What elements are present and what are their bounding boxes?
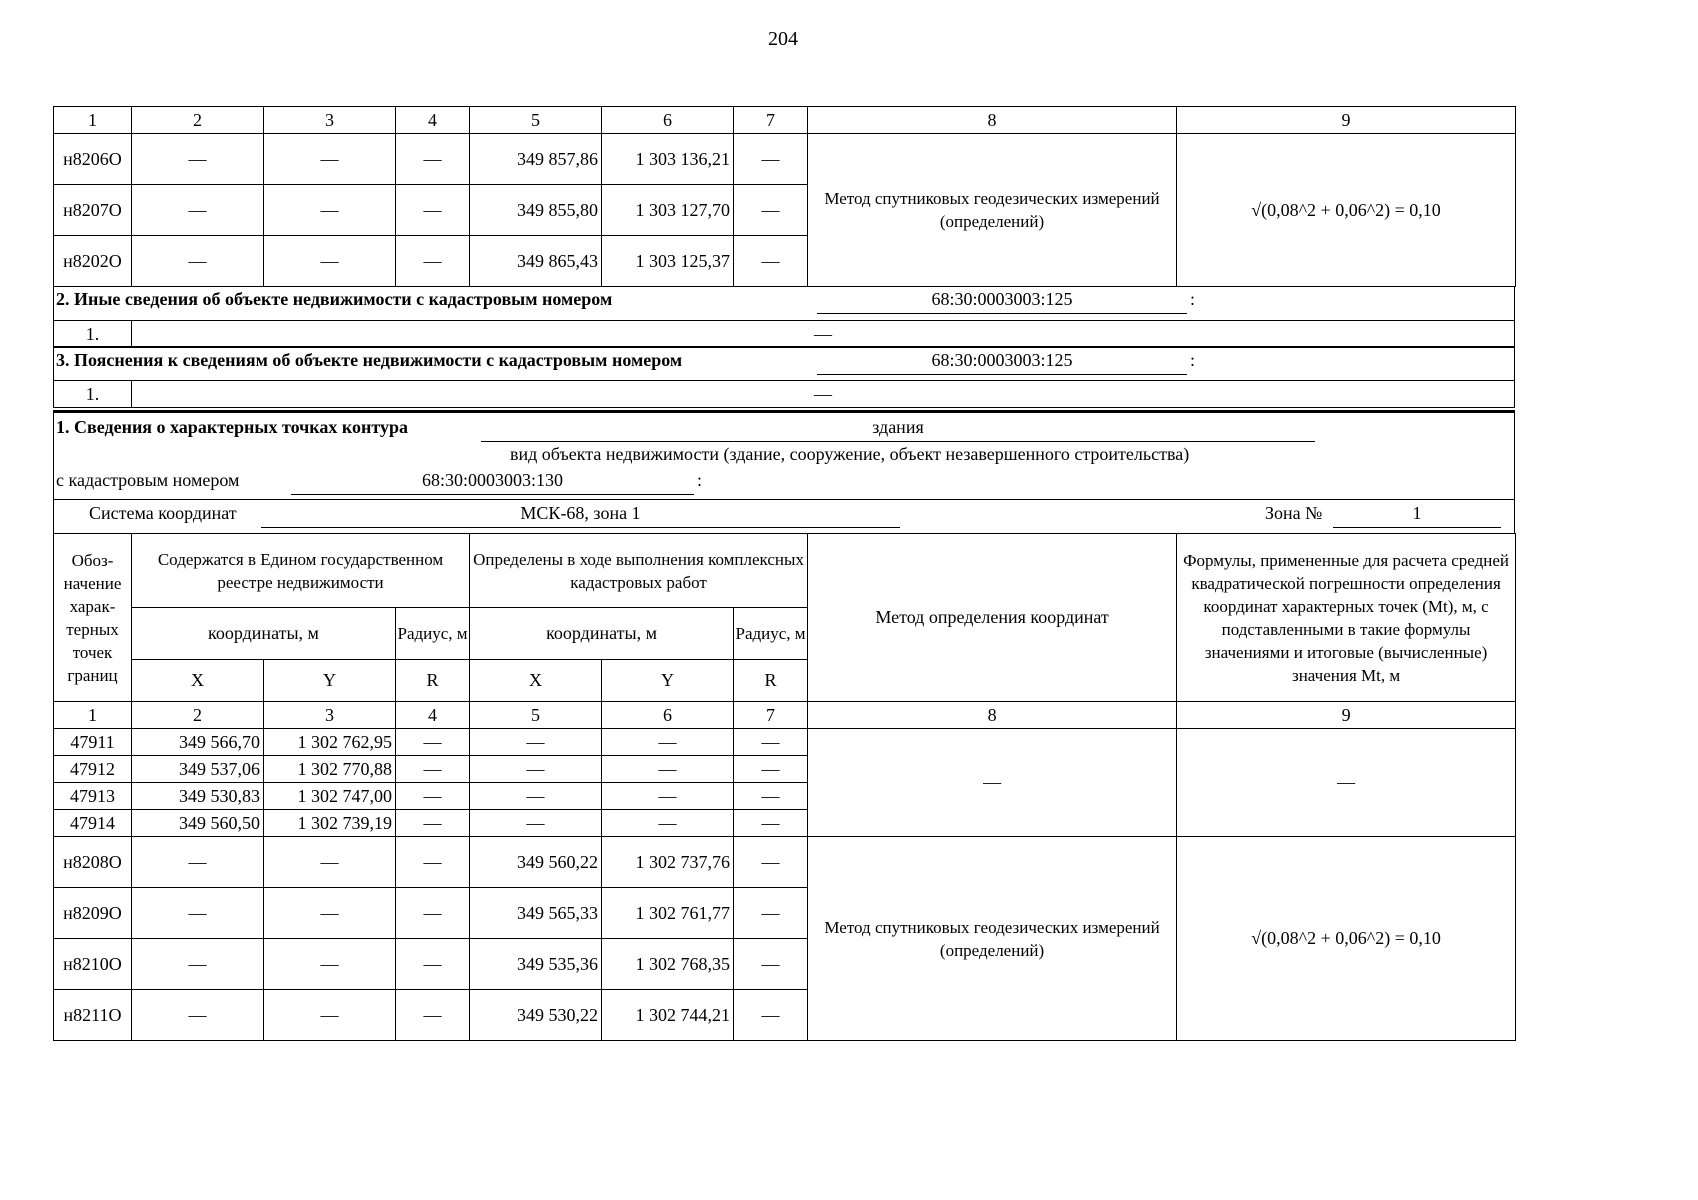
egrn-x: 349 560,50 [132, 810, 264, 837]
coordinate-system-value: МСК-68, зона 1 [261, 503, 900, 528]
point-id: 47912 [54, 756, 132, 783]
column-number: 4 [396, 702, 470, 729]
column-number-row [54, 702, 1516, 729]
egrn-radius: — [396, 236, 470, 287]
kkr-radius: — [734, 888, 808, 939]
kkr-y: — [602, 729, 734, 756]
egrn-coords-header: координаты, м [132, 608, 396, 660]
egrn-group-header: Содержатся в Едином государственном реестре недвижимости [132, 534, 470, 608]
formulas-header: Формулы, примененные для расчета средней квадратической погрешности определения координат характерных точек (Mt), м, с подставленными в такие формулы значениями и итоговые (вычисленные) значения Mt, м [1177, 534, 1516, 702]
section-2-header [53, 286, 1515, 321]
column-number: 8 [808, 107, 1177, 134]
point-id: н8210О [54, 939, 132, 990]
kkr-x: 349 565,33 [470, 888, 602, 939]
column-number: 5 [470, 107, 602, 134]
egrn-y: — [264, 185, 396, 236]
kkr-radius-header: Радиус, м [734, 608, 808, 660]
kkr-x: — [470, 729, 602, 756]
kkr-y: 1 302 768,35 [602, 939, 734, 990]
kkr-coords-header: координаты, м [470, 608, 734, 660]
egrn-radius: — [396, 729, 470, 756]
zone-label: Зона № [1265, 503, 1323, 523]
points-table [53, 533, 1516, 1041]
kkr-x: — [470, 810, 602, 837]
point-designation-header: Обоз-начение харак-терных точек границ [54, 534, 132, 702]
egrn-y: — [264, 939, 396, 990]
kkr-y: — [602, 756, 734, 783]
section-3-title: 3. Пояснения к сведениям об объекте недвижимости с кадастровым номером [56, 350, 683, 370]
column-number-row [54, 107, 1516, 134]
row-value: — [132, 381, 1515, 408]
point-id: н8208О [54, 837, 132, 888]
column-number: 6 [602, 702, 734, 729]
method-header: Метод определения координат [808, 534, 1177, 702]
kkr-y: 1 302 761,77 [602, 888, 734, 939]
column-number: 8 [808, 702, 1177, 729]
kkr-x-header: X [470, 660, 602, 702]
egrn-x: 349 566,70 [132, 729, 264, 756]
section-3-colon: : [1190, 350, 1196, 370]
point-id: 47914 [54, 810, 132, 837]
object-type-caption: вид объекта недвижимости (здание, сооружение, объект незавершенного строительства) [510, 444, 1190, 464]
egrn-x: — [132, 888, 264, 939]
kkr-x: 349 535,36 [470, 939, 602, 990]
egrn-y: — [264, 134, 396, 185]
egrn-radius: — [396, 990, 470, 1041]
egrn-y: — [264, 837, 396, 888]
egrn-x: — [132, 837, 264, 888]
kkr-y: — [602, 783, 734, 810]
contour-section-header [53, 410, 1515, 500]
egrn-radius: — [396, 837, 470, 888]
section-3-cad-number: 68:30:0003003:125 [817, 350, 1187, 375]
kkr-x: 349 865,43 [470, 236, 602, 287]
table-row [54, 134, 1516, 185]
method-cell: Метод спутниковых геодезических измерений (определений) [808, 837, 1177, 1041]
egrn-x: 349 530,83 [132, 783, 264, 810]
kkr-x: 349 530,22 [470, 990, 602, 1041]
egrn-x: — [132, 990, 264, 1041]
header-row [54, 534, 1516, 608]
egrn-y: 1 302 739,19 [264, 810, 396, 837]
kkr-radius: — [734, 729, 808, 756]
column-number: 9 [1177, 107, 1516, 134]
contour-section-title: 1. Сведения о характерных точках контура [56, 417, 408, 437]
egrn-x: 349 537,06 [132, 756, 264, 783]
point-id: н8202О [54, 236, 132, 287]
egrn-radius: — [396, 185, 470, 236]
column-number: 5 [470, 702, 602, 729]
column-number: 4 [396, 107, 470, 134]
kkr-x: 349 857,86 [470, 134, 602, 185]
egrn-y: — [264, 888, 396, 939]
cad-number: 68:30:0003003:130 [291, 470, 694, 495]
kkr-radius: — [734, 810, 808, 837]
row-number: 1. [54, 321, 132, 348]
egrn-y: 1 302 770,88 [264, 756, 396, 783]
section-2-title: 2. Иные сведения об объекте недвижимости с кадастровым номером [56, 289, 613, 309]
point-id: н8211О [54, 990, 132, 1041]
column-number: 6 [602, 107, 734, 134]
egrn-radius: — [396, 810, 470, 837]
egrn-x-header: X [132, 660, 264, 702]
column-number: 2 [132, 107, 264, 134]
kkr-radius: — [734, 837, 808, 888]
formula-cell: √(0,08^2 + 0,06^2) = 0,10 [1177, 134, 1516, 287]
kkr-y: 1 302 737,76 [602, 837, 734, 888]
egrn-radius: — [396, 888, 470, 939]
kkr-radius: — [734, 990, 808, 1041]
section-3-header [53, 346, 1515, 381]
egrn-x: — [132, 134, 264, 185]
row-number: 1. [54, 381, 132, 408]
egrn-y-header: Y [264, 660, 396, 702]
egrn-y: — [264, 236, 396, 287]
column-number: 7 [734, 702, 808, 729]
kkr-radius: — [734, 134, 808, 185]
kkr-x: 349 855,80 [470, 185, 602, 236]
method-cell: Метод спутниковых геодезических измерений (определений) [808, 134, 1177, 287]
egrn-y: — [264, 990, 396, 1041]
column-number: 2 [132, 702, 264, 729]
egrn-x: — [132, 939, 264, 990]
kkr-radius: — [734, 236, 808, 287]
point-id: н8206О [54, 134, 132, 185]
egrn-radius: — [396, 783, 470, 810]
kkr-y: 1 303 136,21 [602, 134, 734, 185]
section-2-colon: : [1190, 289, 1196, 309]
kkr-r-header: R [734, 660, 808, 702]
kkr-y: 1 303 125,37 [602, 236, 734, 287]
kkr-y: — [602, 810, 734, 837]
kkr-radius: — [734, 783, 808, 810]
object-type: здания [481, 417, 1315, 442]
egrn-radius: — [396, 756, 470, 783]
section-2-table [53, 320, 1515, 348]
egrn-radius: — [396, 939, 470, 990]
cad-number-label: с кадастровым номером [56, 470, 240, 490]
egrn-r-header: R [396, 660, 470, 702]
kkr-y: 1 302 744,21 [602, 990, 734, 1041]
kkr-radius: — [734, 756, 808, 783]
column-number: 3 [264, 107, 396, 134]
point-id: н8207О [54, 185, 132, 236]
kkr-x: — [470, 783, 602, 810]
egrn-radius: — [396, 134, 470, 185]
column-number: 7 [734, 107, 808, 134]
cad-number-colon: : [697, 470, 703, 490]
egrn-y: 1 302 762,95 [264, 729, 396, 756]
point-id: 47913 [54, 783, 132, 810]
page-number: 204 [768, 28, 798, 50]
egrn-x: — [132, 185, 264, 236]
egrn-x: — [132, 236, 264, 287]
kkr-radius: — [734, 939, 808, 990]
column-number: 1 [54, 702, 132, 729]
row-value: — [132, 321, 1515, 348]
section-3-table [53, 380, 1515, 408]
zone-value: 1 [1333, 503, 1501, 528]
egrn-y: 1 302 747,00 [264, 783, 396, 810]
coordinate-system-label: Система координат [89, 503, 237, 523]
column-number: 3 [264, 702, 396, 729]
kkr-y: 1 303 127,70 [602, 185, 734, 236]
kkr-x: — [470, 756, 602, 783]
kkr-group-header: Определены в ходе выполнения комплексных кадастровых работ [470, 534, 808, 608]
column-number: 9 [1177, 702, 1516, 729]
point-id: 47911 [54, 729, 132, 756]
kkr-radius: — [734, 185, 808, 236]
table-row [54, 729, 1516, 756]
formula-cell: √(0,08^2 + 0,06^2) = 0,10 [1177, 837, 1516, 1041]
table-row [54, 837, 1516, 888]
egrn-radius-header: Радиус, м [396, 608, 470, 660]
column-number: 1 [54, 107, 132, 134]
formula-cell: — [1177, 729, 1516, 837]
points-table-continued [53, 106, 1516, 287]
point-id: н8209О [54, 888, 132, 939]
section-2-cad-number: 68:30:0003003:125 [817, 289, 1187, 314]
kkr-x: 349 560,22 [470, 837, 602, 888]
method-cell: — [808, 729, 1177, 837]
kkr-y-header: Y [602, 660, 734, 702]
coordinate-system-row [53, 499, 1515, 534]
